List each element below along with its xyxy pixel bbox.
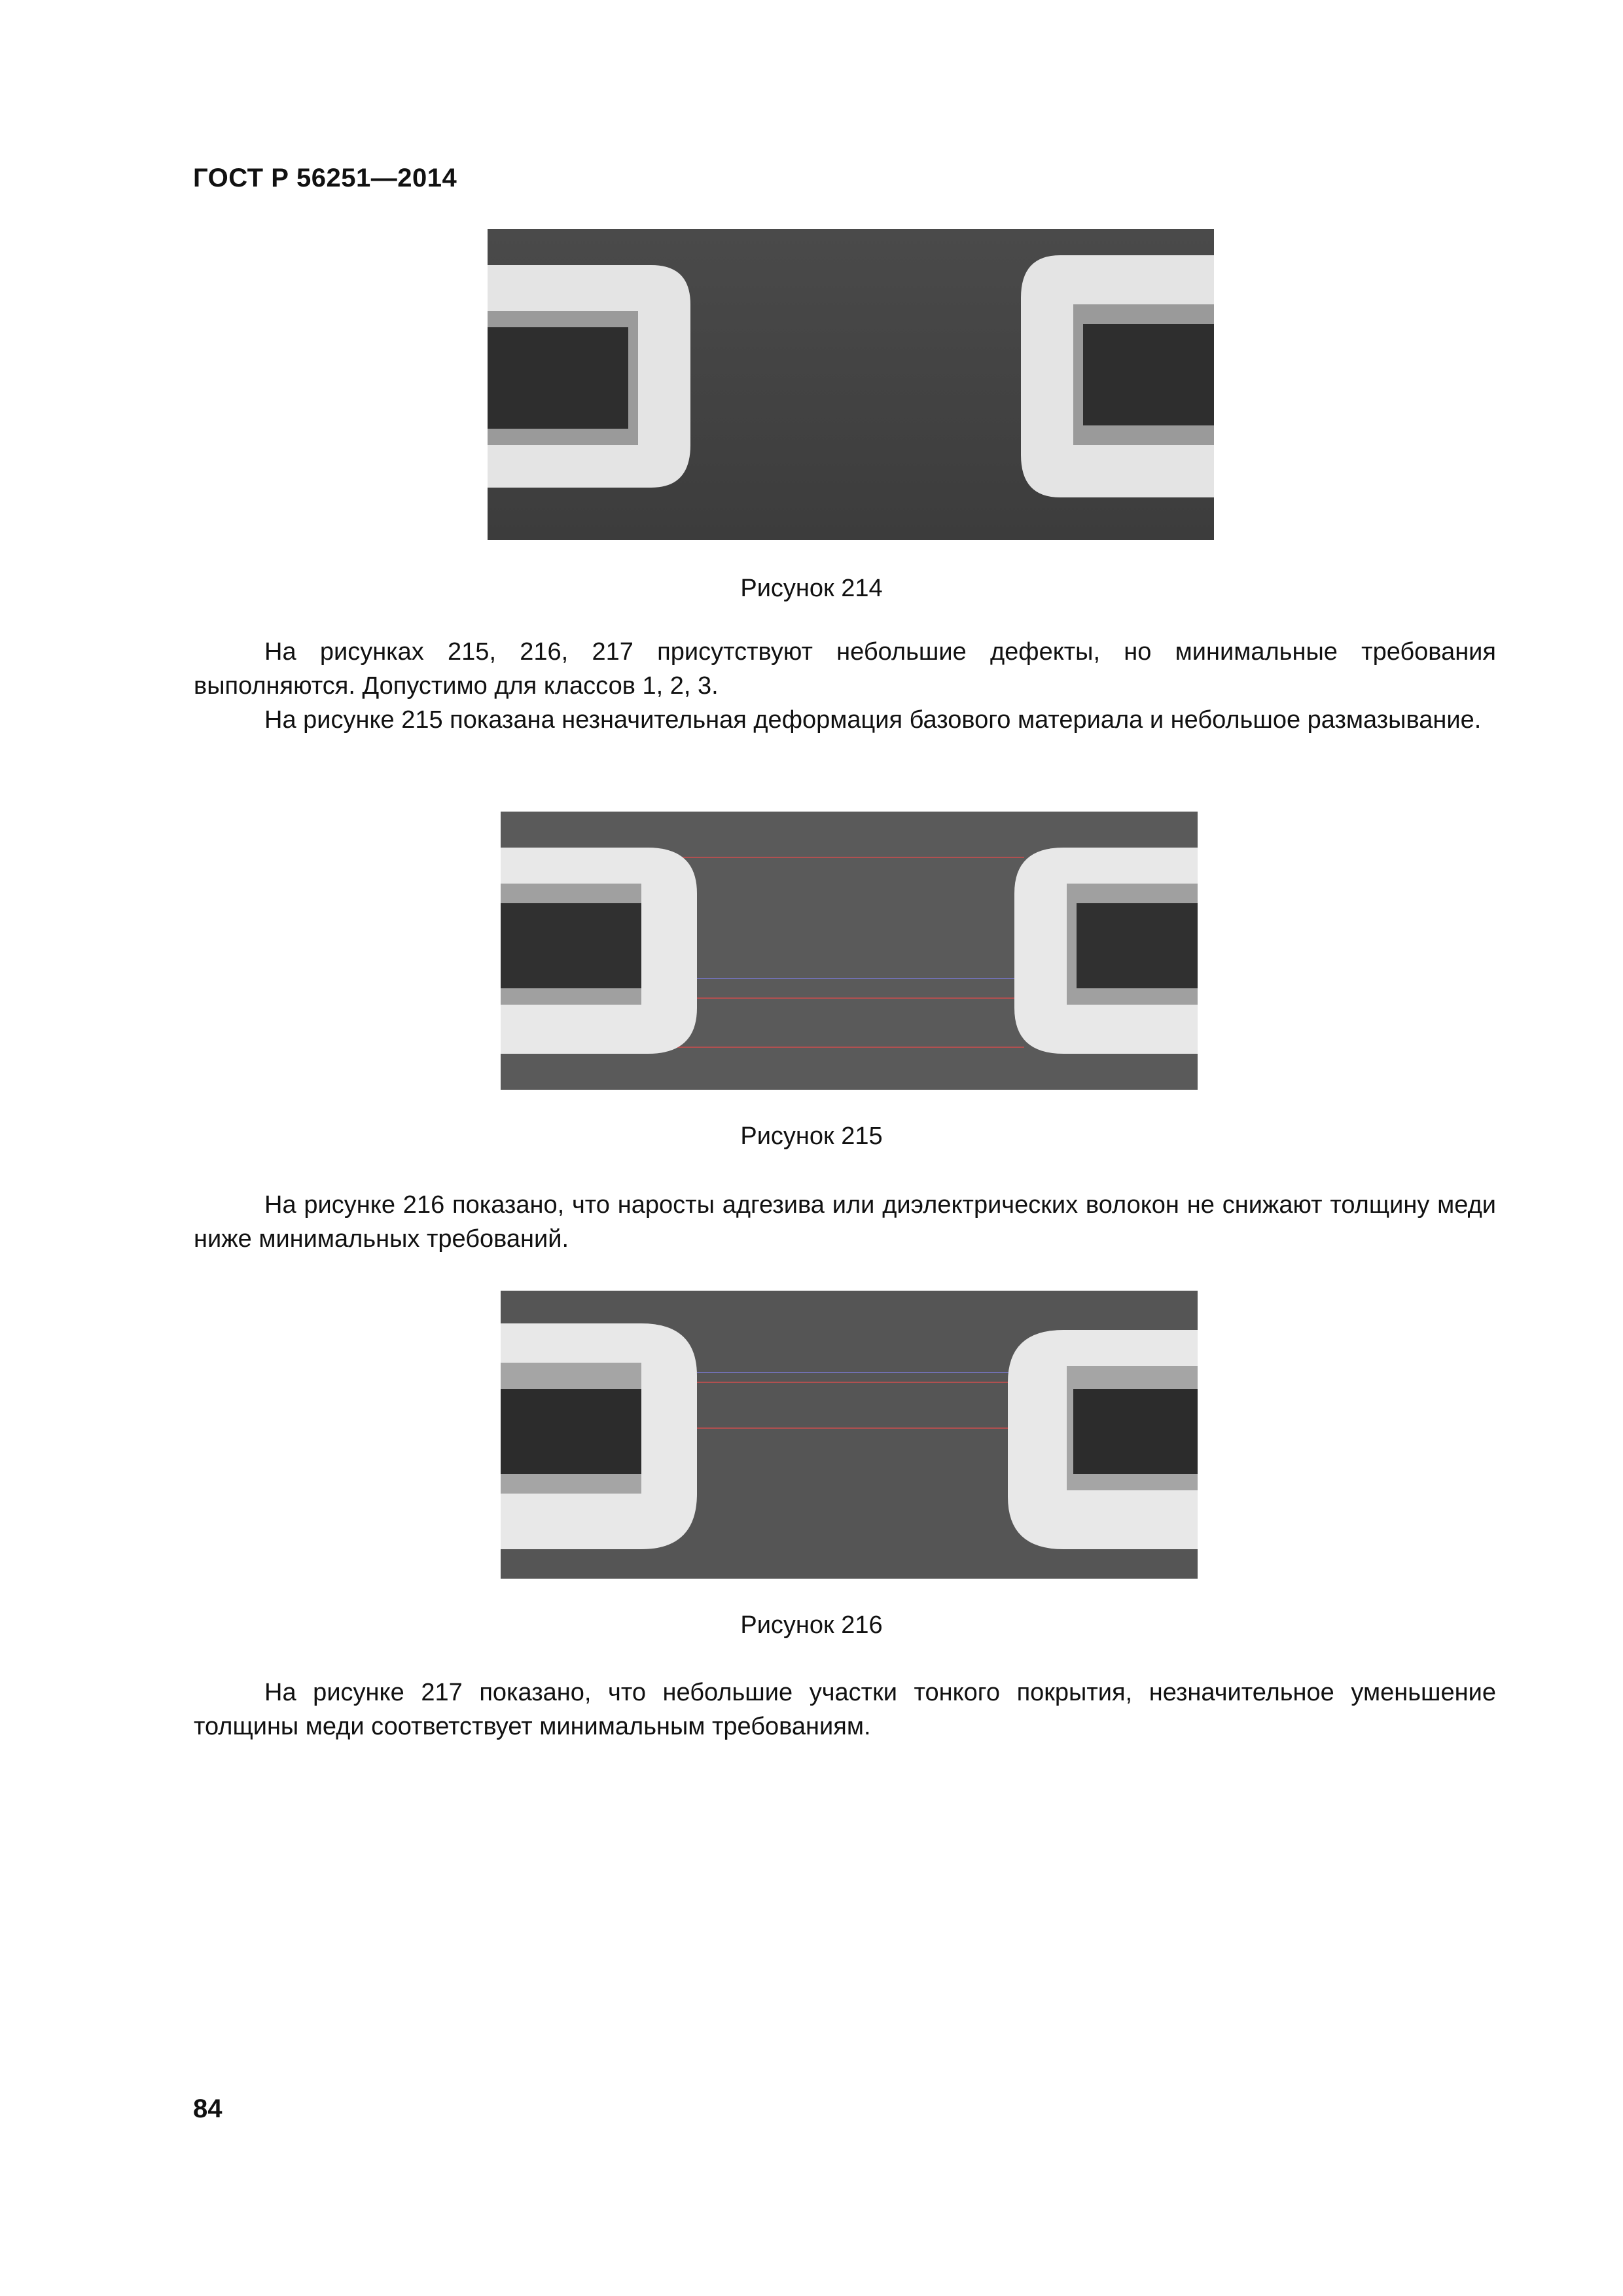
paragraph-4: На рисунке 217 показано, что небольшие участки тонкого покрытия, незначительное уменьшение толщины меди соответствует минимальным требованиям. xyxy=(194,1679,1496,1740)
paragraph-1: На рисунках 215, 216, 217 присутствуют небольшие дефекты, но минимальные требования выполняются. Допустимо для классов 1, 2, 3. xyxy=(194,638,1496,700)
figure-215-image xyxy=(501,812,1198,1090)
micrograph-cross-section xyxy=(488,229,1214,540)
paragraph-2: На рисунке 215 показана незначительная деформация базового материала и небольшое размазывание. xyxy=(264,706,1482,734)
micrograph-cross-section xyxy=(501,812,1198,1090)
figure-215-caption: Рисунок 215 xyxy=(740,1122,883,1150)
page-number: 84 xyxy=(193,2094,223,2123)
figure-216-caption: Рисунок 216 xyxy=(740,1611,883,1639)
figure-216-image xyxy=(501,1291,1198,1579)
paragraph-3: На рисунке 216 показано, что наросты адгезива или диэлектрических волокон не снижают толщину меди ниже минимальных требований. xyxy=(194,1191,1496,1253)
document-header: ГОСТ Р 56251—2014 xyxy=(193,164,457,192)
figure-214-image xyxy=(488,229,1214,540)
micrograph-cross-section xyxy=(501,1291,1198,1579)
figure-214-caption: Рисунок 214 xyxy=(740,575,883,602)
